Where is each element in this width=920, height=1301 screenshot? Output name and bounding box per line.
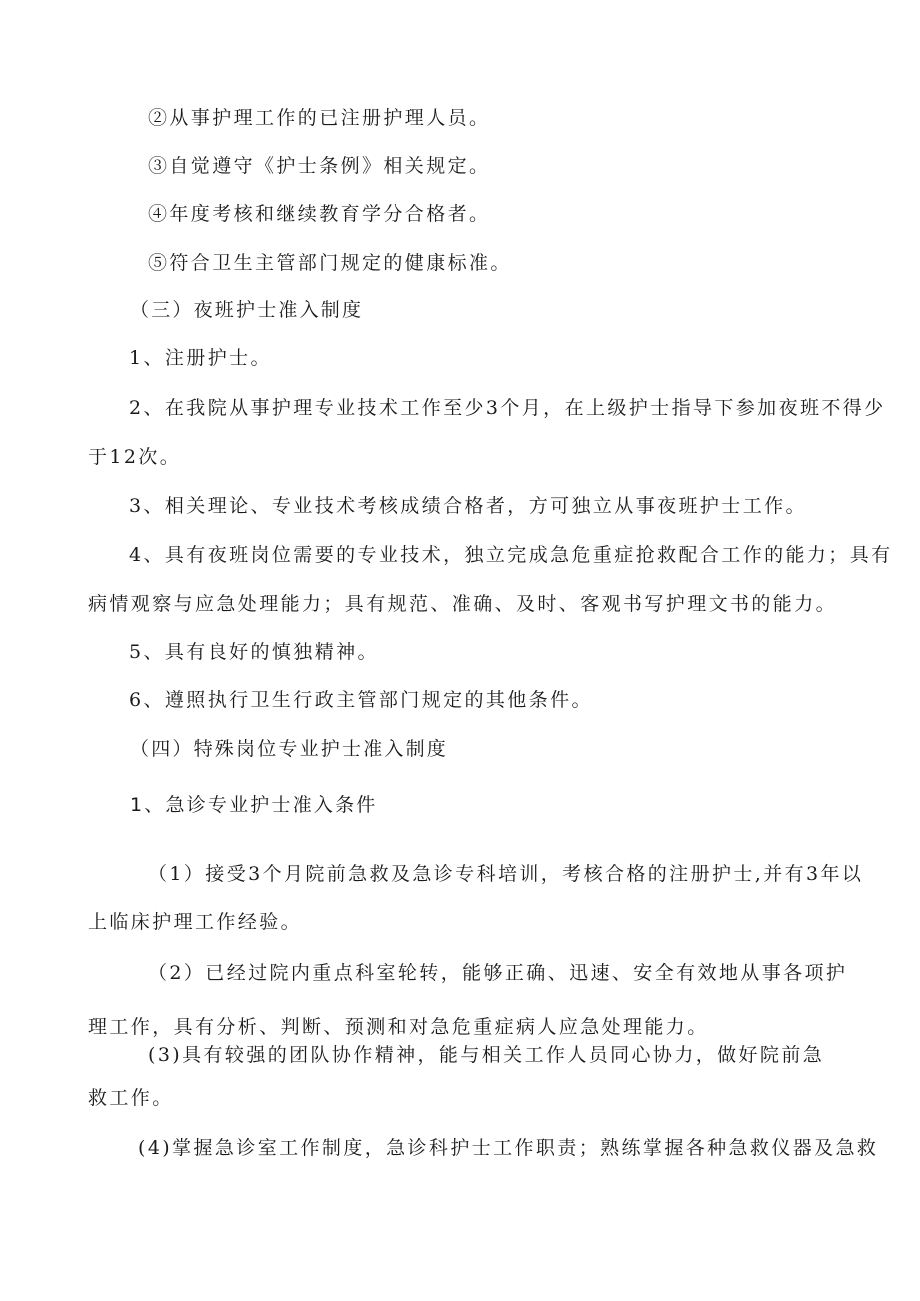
emergency-item-3: (3)具有较强的团队协作精神，能与相关工作人员同心协力，做好院前急 — [148, 1044, 825, 1066]
requirement-item-4: ④年度考核和继续教育学分合格者。 — [148, 203, 491, 225]
section-heading-special-posts: （四）特殊岗位专业护士准入制度 — [130, 738, 449, 760]
requirement-item-2: ②从事护理工作的已注册护理人员。 — [148, 107, 491, 129]
night-shift-item-6: 6、遵照执行卫生行政主管部门规定的其他条件。 — [129, 689, 593, 711]
night-shift-item-4: 4、具有夜班岗位需要的专业技术，独立完成急危重症抢救配合工作的能力；具有 — [129, 544, 893, 566]
night-shift-item-4-cont: 病情观察与应急处理能力；具有规范、准确、及时、客观书写护理文书的能力。 — [88, 593, 838, 615]
night-shift-item-5: 5、具有良好的慎独精神。 — [129, 641, 379, 663]
night-shift-item-2: 2、在我院从事护理专业技术工作至少3个月，在上级护士指导下参加夜班不得少 — [129, 397, 886, 419]
subsection-heading-emergency: 1、急诊专业护士准入条件 — [130, 794, 378, 816]
emergency-item-4: (4)掌握急诊室工作制度，急诊科护士工作职责；熟练掌握各种急救仪器及急救 — [138, 1137, 879, 1159]
requirement-item-5: ⑤符合卫生主管部门规定的健康标准。 — [148, 252, 512, 274]
emergency-item-1-cont: 上临床护理工作经验。 — [88, 911, 303, 933]
emergency-item-2: （2）已经过院内重点科室轮转，能够正确、迅速、安全有效地从事各项护 — [148, 962, 848, 984]
section-heading-night-shift: （三）夜班护士准入制度 — [130, 299, 364, 321]
emergency-item-2-cont: 理工作，具有分析、判断、预测和对急危重症病人应急处理能力。 — [88, 1016, 709, 1038]
night-shift-item-1: 1、注册护士。 — [129, 347, 272, 369]
night-shift-item-3: 3、相关理论、专业技术考核成绩合格者，方可独立从事夜班护士工作。 — [129, 495, 807, 517]
requirement-item-3: ③自觉遵守《护士条例》相关规定。 — [148, 155, 491, 177]
emergency-item-3-cont: 救工作。 — [88, 1087, 174, 1109]
night-shift-item-2-cont: 于12次。 — [88, 446, 182, 468]
emergency-item-1: （1）接受3个月院前急救及急诊专科培训，考核合格的注册护士,并有3年以 — [148, 863, 864, 885]
